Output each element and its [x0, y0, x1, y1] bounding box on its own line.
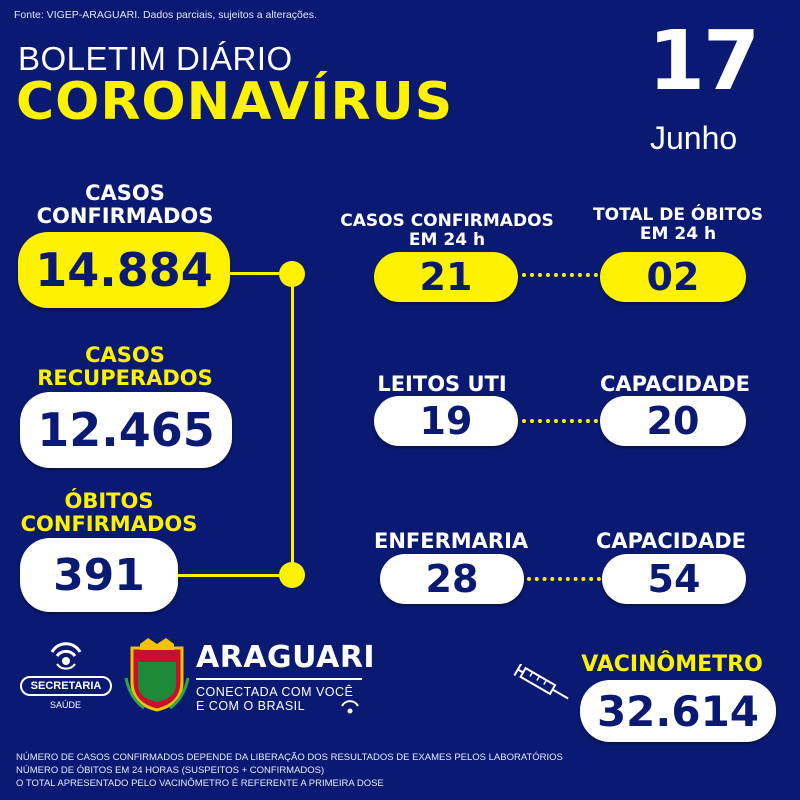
dotted-connector-row1	[522, 273, 598, 277]
confirmed-label-line2: CONFIRMADOS	[36, 204, 214, 228]
confirmed-value: 14.884	[18, 232, 230, 308]
deaths-24h-label-line2: EM 24 h	[639, 224, 717, 244]
deaths-label-line2: CONFIRMADOS	[20, 512, 198, 536]
brand-name: ARAGUARI	[196, 640, 376, 675]
deaths-24h-label	[588, 206, 768, 244]
recovered-label	[20, 344, 230, 390]
recovered-label-line2: RECUPERADOS	[37, 366, 213, 390]
deaths-value: 391	[20, 538, 178, 612]
source-note: Fonte: VIGEP-ARAGUARI. Dados parciais, sujeitos a alterações.	[14, 9, 317, 21]
small-wifi-icon	[340, 700, 360, 716]
cases-24h-label	[332, 212, 562, 250]
deaths-label-line1: ÓBITOS	[64, 489, 154, 513]
ward-capacity-label: CAPACIDADE	[595, 529, 747, 553]
confirmed-label-line1: CASOS	[85, 181, 165, 205]
deaths-24h-label-line1: TOTAL DE ÓBITOS	[593, 205, 763, 225]
ward-label: ENFERMARIA	[374, 529, 529, 553]
brand-divider	[196, 678, 362, 680]
confirmed-label	[20, 182, 230, 228]
icu-beds-label: LEITOS UTI	[377, 372, 507, 396]
connector-node-bottom	[279, 562, 305, 588]
coat-of-arms-icon	[124, 638, 190, 714]
icu-beds-value: 19	[374, 396, 518, 446]
icu-capacity-value: 20	[600, 396, 746, 446]
syringe-icon	[510, 664, 576, 704]
connector-line-bottom	[178, 574, 290, 577]
dotted-connector-row3	[527, 577, 601, 581]
date-day: 17	[648, 14, 759, 109]
dotted-connector-row2	[522, 419, 598, 423]
brand-tagline-line2: E COM O BRASIL	[196, 699, 306, 713]
bulletin-subject: CORONAVÍRUS	[16, 72, 454, 132]
icu-capacity-label: CAPACIDADE	[599, 372, 751, 396]
recovered-label-line1: CASOS	[85, 343, 165, 367]
connector-node-top	[279, 261, 305, 287]
cases-24h-label-line2: EM 24 h	[408, 230, 486, 250]
recovered-value: 12.465	[20, 392, 232, 468]
footnote-2: NÚMERO DE ÓBITOS EM 24 HORAS (SUSPEITOS + CONFIRMADOS)	[16, 765, 325, 776]
deaths-label	[14, 490, 204, 536]
ward-capacity-value: 54	[602, 554, 746, 604]
brand-tagline-line1: CONECTADA COM VOCÊ	[196, 685, 354, 699]
date-month: Junho	[650, 120, 738, 156]
vaccinometer-label: VACINÔMETRO	[581, 652, 763, 677]
secretaria-badge: SECRETARIA	[20, 676, 112, 696]
connector-line-vertical	[291, 273, 294, 575]
ward-value: 28	[380, 554, 524, 604]
saude-label: SAÚDE	[50, 700, 82, 710]
vaccinometer-value: 32.614	[580, 680, 776, 742]
cases-24h-value: 21	[374, 252, 518, 302]
footnote-1: NÚMERO DE CASOS CONFIRMADOS DEPENDE DA LIBERAÇÃO DOS RESULTADOS DE EXAMES PELOS LABORATÓRIOS	[16, 752, 563, 763]
bulletin-title: BOLETIM DIÁRIO	[18, 40, 293, 77]
footnote-3: O TOTAL APRESENTADO PELO VACINÔMETRO É REFERENTE A PRIMEIRA DOSE	[16, 778, 384, 789]
wifi-icon	[48, 640, 84, 670]
deaths-24h-value: 02	[600, 252, 746, 302]
cases-24h-label-line1: CASOS CONFIRMADOS	[340, 211, 554, 231]
brand-tagline	[196, 685, 353, 713]
